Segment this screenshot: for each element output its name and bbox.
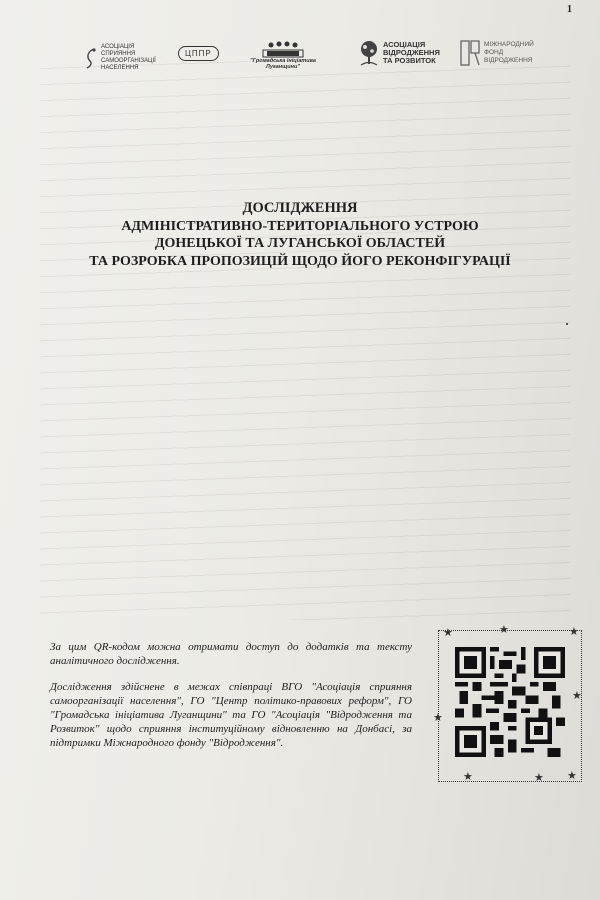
tree-icon: [358, 40, 380, 66]
qr-code-frame: [433, 624, 582, 784]
logo-cppr: ЦППР: [178, 46, 219, 61]
star-icon: ★: [443, 627, 453, 639]
title-line-2: АДМІНІСТРАТИВНО-ТЕРИТОРІАЛЬНОГО УСТРОЮ: [121, 218, 479, 234]
title-line-3: ДОНЕЦЬКОЇ ТА ЛУГАНСЬКОЇ ОБЛАСТЕЙ: [154, 236, 446, 251]
logo-vidrodzhennya-rozvytok: АСОЦІАЦІЯ ВІДРОДЖЕННЯ ТА РОЗВИТОК: [358, 40, 440, 66]
irf-logo-icon: [460, 40, 480, 66]
logo-gromadska-initsiatyva: "Громадська ініціатива Луганщини": [250, 40, 316, 70]
star-icon: ★: [499, 624, 509, 636]
star-icon: ★: [463, 771, 473, 783]
show-through-text: [40, 60, 570, 620]
swirl-icon: [84, 47, 98, 69]
people-row-icon: [259, 40, 307, 58]
page-number: 1: [567, 4, 572, 15]
star-icon: ★: [569, 626, 579, 638]
credits-note: Дослідження здійснене в межах співпраці ВГО "Асоціація сприяння самоорганізації населення", ГО "Центр політико-правових реформ", ГО "Громадська ініціатива Луганщини" та ГО "Асоціація "Відродження та Розвиток" щодо сприяння інституційному відновленню на Донбасі, за підтримки Міжнародного фонду "Відродження".: [50, 681, 412, 749]
qr-code-icon[interactable]: [455, 647, 565, 757]
title-line-1: ДОСЛІДЖЕННЯ: [242, 200, 358, 216]
star-icon: ★: [567, 770, 577, 782]
footer-notes: [50, 640, 412, 762]
star-icon: ★: [534, 772, 544, 784]
star-icon: ★: [572, 690, 582, 702]
document-title: [0, 200, 600, 270]
qr-note: За цим QR-кодом можна отримати доступ до додатків та тексту аналітичного дослідження.: [50, 641, 412, 667]
title-line-4: ТА РОЗРОБКА ПРОПОЗИЦІЙ ЩОДО ЙОГО РЕКОНФІГУРАЦІЇ: [89, 253, 511, 269]
logo-mfv: МІЖНАРОДНИЙ ФОНД ВІДРОДЖЕННЯ: [460, 40, 534, 66]
ink-speck: [566, 323, 568, 325]
logo-asoc-samoorganizatsii: АСОЦІАЦІЯ СПРИЯННЯ САМООРГАНІЗАЦІЇ НАСЕЛЕННЯ: [84, 44, 156, 72]
partner-logos: [60, 36, 560, 86]
star-icon: ★: [433, 712, 443, 724]
